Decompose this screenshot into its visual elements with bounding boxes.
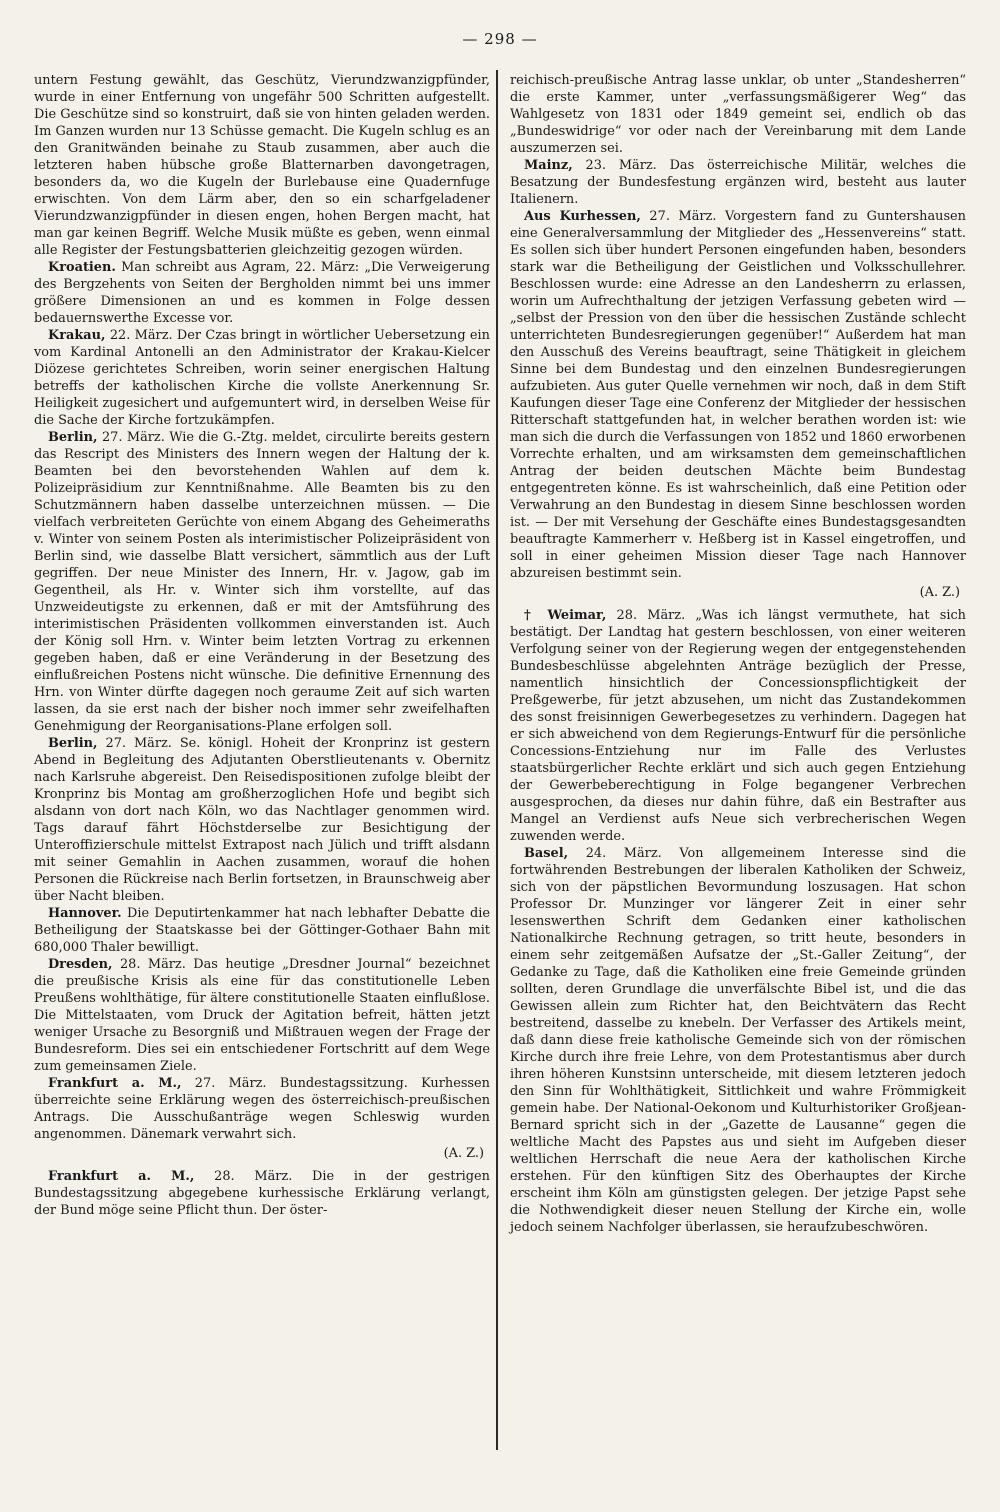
article-dateline: Berlin,	[48, 736, 98, 751]
article-paragraph	[34, 72, 490, 259]
article-dateline: Hannover.	[48, 906, 122, 921]
article-paragraph	[510, 845, 966, 1236]
article-text: 22. März. Der Czas bringt in wörtlicher Uebersetzung ein vom Kardinal Antonelli an den Administrator der Krakau-Kielcer Diözese gerichtetes Schreiben, worin seiner energischen Haltung betreffs der katholischen Kirche die vollste Anerkennung Sr. Heiligkeit zugesichert und aufgemuntert wird, in derselben Weise für die Sache der Kirche fortzukämpfen.	[34, 328, 490, 428]
article-text: 27. März. Se. königl. Hoheit der Kronprinz ist gestern Abend in Begleitung des Adjutanten Oberstlieutenants v. Obernitz nach Karlsruhe abgereist. Den Reisedispositionen zufolge bleibt der Kronprinz bis Montag am großherzoglichen Hofe und begibt sich alsdann von dort nach Köln, wo das Nachtlager genommen wird. Tags darauf fährt Höchstderselbe zur Besichtigung der Unteroffizierschule mittelst Extrapost nach Jülich und trifft alsdann mit seiner Gemahlin in Aachen zusammen, worauf die hohen Personen die Rückreise nach Berlin fortsetzen, in Braunschweig aber über Nacht bleiben.	[34, 736, 490, 904]
article-paragraph	[34, 1075, 490, 1143]
article-paragraph	[34, 327, 490, 429]
article-text: 27. März. Vorgestern fand zu Guntershausen eine Generalversammlung der Mitglieder des „Hessenvereins“ statt. Es sollen sich über hundert Personen eingefunden haben, besonders stark war die Betheiligung der Geistlichen und Volksschullehrer. Beschlossen wurde: eine Adresse an den Landesherrn zu erlassen, worin um Aufrechthaltung der jetzigen Verfassung gebeten wird — „selbst der Pression von den über die hessischen Zustände schlecht unterrichteten Bundesregierungen gegenüber!“ Außerdem hat man den Ausschuß des Vereins beauftragt, seine Thätigkeit in gleichem Sinne bei dem Bundestag und den einzelnen Bundesregierungen aufzubieten. Aus guter Quelle vernehmen wir noch, daß in dem Stift Kaufungen dieser Tage eine Conferenz der Mitglieder der hessischen Ritterschaft stattgefunden hat, in welcher berathen worden ist: wie man sich die durch die Verfassungen von 1852 und 1860 erworbenen Vorrechte erhalten, und am wirksamsten dem gemeinschaftlichen Antrag der beiden deutschen Mächte beim Bundestag entgegentreten könne. Es ist wahrscheinlich, daß eine Petition oder Verwahrung an den Bundestag in diesem Sinne beschlossen worden ist. — Der mit Versehung der Geschäfte eines Bundestagsgesandten beauftragte Kammerherr v. Heßberg ist in Kassel eingetroffen, und soll in einer geheimen Mission dieser Tage nach Hannover abzureisen bestimmt sein.	[510, 209, 966, 581]
article-paragraph	[510, 607, 966, 845]
article-text: Man schreibt aus Agram, 22. März: „Die Verweigerung des Bergzehents von Seiten der Bergholden nimmt bei uns immer größere Dimensionen an und es kommen in Folge dessen bedauernswerthe Excesse vor.	[34, 260, 490, 326]
column-divider	[496, 70, 498, 1450]
article-text: 28. März. „Was ich längst vermuthete, hat sich bestätigt. Der Landtag hat gestern beschlossen, von einer weiteren Verfolgung seiner von der Regierung wegen der entgegenstehenden Bundesbeschlüsse abgelehnten Anträge bezüglich der Presse, namentlich hinsichtlich der Concessionspflichtigkeit der Preßgewerbe, für jetzt abzusehen, um nicht das Zustandekommen des sonst freisinnigen Gewerbegesetzes zu verhindern. Dagegen hat er sich abweichend von dem Regierungs-Entwurf für die persönliche Concessions-Entziehung nur im Falle des Verlustes staatsbürgerlicher Rechte erklärt und sich auch gegen Entziehung der Gewerbeberechtigung in Folge begangener Verbrechen ausgesprochen, da dieses nur dahin führe, daß ein Bestrafter aus Mangel an Verdienst aufs Neue sich verbrecherischen Wegen zuwenden werde.	[510, 608, 966, 844]
article-paragraph	[34, 905, 490, 956]
article-paragraph	[510, 208, 966, 582]
article-text: 27. März. Bundestagssitzung. Kurhessen überreichte seine Erklärung wegen des österreichisch-preußischen Antrags. Die Ausschußanträge wegen Schleswig wurden angenommen. Dänemark verwahrt sich.	[34, 1076, 490, 1142]
article-text: 24. März. Von allgemeinem Interesse sind die fortwährenden Bestrebungen der liberalen Katholiken der Schweiz, sich von der päpstlichen Bevormundung loszusagen. Hat schon Professor Dr. Munzinger vor längerer Zeit in einer sehr lesenswerthen Schrift dem Gedanken einer katholischen Nationalkirche Rechnung getragen, so tritt heute, besonders in einem sehr zeitgemäßen Aufsatze der „St.-Galler Zeitung“, der Gedanke zu Tage, daß die Katholiken eine freie Gemeinde gründen sollten, deren Grundlage die unverfälschte Bibel ist, und die das Gewissen allein zum Richter hat, den Beichtvätern das Recht bestreitend, dasselbe zu knebeln. Der Verfasser des Artikels meint, daß dann diese freie katholische Gemeinde sich von der römischen Kirche durch ihre freie Lehre, von dem Protestantismus aber durch ihren höheren Kunstsinn unterscheide, mit diesem letzteren jedoch den Sinn für Wohlthätigkeit, Sittlichkeit und wahre Frömmigkeit gemein habe. Der National-Oekonom und Kulturhistoriker Großjean-Bernard spricht sich in der „Gazette de Lausanne“ gegen die weltliche Macht des Papstes aus und sieht im Aufgeben dieser weltlichen Herrschaft die neue Aera der katholischen Kirche erstehen. Für den künftigen Sitz des Oberhauptes der Kirche erscheint ihm Köln am günstigsten gelegen. Der jetzige Papst sehe die Nothwendigkeit dieser neuen Stellung der Kirche ein, wolle jedoch seinem Nachfolger überlassen, sie heraufzubeschwören.	[510, 846, 966, 1235]
article-text: 28. März. Die in der gestrigen Bundestagssitzung abgegebene kurhessische Erklärung verlangt, der Bund möge seine Pflicht thun. Der öster-	[34, 1169, 490, 1218]
article-text: 28. März. Das heutige „Dresdner Journal“ bezeichnet die preußische Krisis als eine für das constitutionelle Leben Preußens wohlthätige, für ältere constitutionelle Staaten einflußlose. Die Mittelstaaten, vom Druck der Agitation befreit, hätten jetzt weniger Ursache zu Besorgniß und Mißtrauen wegen der Frage der Bundesreform. Dies sei ein entschiedener Fortschritt auf dem Wege zum gemeinsamen Ziele.	[34, 957, 490, 1074]
article-dateline: Mainz,	[524, 158, 573, 173]
article-dateline: Aus Kurhessen,	[524, 209, 641, 224]
article-dateline: Kroatien.	[48, 260, 116, 275]
article-text: untern Festung gewählt, das Geschütz, Vierundzwanzigpfünder, wurde in einer Entfernung von ungefähr 500 Schritten aufgestellt. Die Geschütze sind so konstruirt, daß sie von hinten geladen werden. Im Ganzen wurden nur 13 Schüsse gemacht. Die Kugeln schlug es an den Granitwänden beinahe zu Staub zusammen, aber auch die letzteren haben hübsche große Blatternarben davongetragen, besonders da, wo die Kugeln der Burlebause eine Quadernfuge erwischten. Von dem Lärm aber, den so ein scharfgeladener Vierundzwanzigpfünder in diesen engen, hohen Bergen macht, hat man gar keinen Begriff. Welche Musik müßte es geben, wenn einmal alle Register der Festungsbatterien gleichzeitig gezogen würden.	[34, 73, 490, 258]
left-column	[34, 72, 490, 1219]
article-text: Die Deputirtenkammer hat nach lebhafter Debatte die Betheiligung der Staatskasse bei der Göttinger-Gothaer Bahn mit 680,000 Thaler bewilligt.	[34, 906, 490, 955]
article-dateline: Krakau,	[48, 328, 106, 343]
article-text: reichisch-preußische Antrag lasse unklar, ob unter „Standesherren“ die erste Kammer, unter „verfassungsmäßigerer Weg“ das Wahlgesetz von 1831 oder 1849 gemeint sei, endlich ob das „Bundeswidrige“ vor oder nach der Vereinbarung mit dem Lande auszumerzen sei.	[510, 73, 966, 156]
article-dateline: Frankfurt a. M.,	[48, 1076, 182, 1091]
article-dateline: Berlin,	[48, 430, 98, 445]
page-number: — 298 —	[462, 30, 538, 48]
right-column	[510, 72, 966, 1236]
article-dateline: † Weimar,	[524, 608, 607, 623]
article-paragraph	[34, 1168, 490, 1219]
article-source: (A. Z.)	[919, 585, 960, 600]
article-paragraph	[34, 956, 490, 1075]
article-text: 27. März. Wie die G.-Ztg. meldet, circulirte bereits gestern das Rescript des Ministers des Innern wegen der Haltung der k. Beamten bei den bevorstehenden Wahlen auf dem k. Polizeipräsidium zur Kenntnißnahme. Alle Beamten bis zu den Schutzmännern haben dasselbe unterzeichnen müssen. — Die vielfach verbreiteten Gerüchte von einem Abgang des Geheimeraths v. Winter von seinem Posten als interimistischer Polizeipräsident von Berlin sind, wie dasselbe Blatt versichert, sämmtlich aus der Luft gegriffen. Der neue Minister des Innern, Hr. v. Jagow, gab im Gegentheil, als Hr. v. Winter sich ihm vorstellte, auf das Unzweideutigste zu erkennen, daß er mit der Amtsführung des interimistischen Präsidenten vollkommen einverstanden ist. Auch der König soll Hrn. v. Winter beim letzten Vortrag zu erkennen gegeben haben, daß er eine Veränderung in der Besetzung des einflußreichen Postens nicht wünsche. Die definitive Ernennung des Hrn. von Winter dürfte dagegen noch geraume Zeit auf sich warten lassen, da sie erst nach der bisher noch immer sehr zweifelhaften Genehmigung der Reorganisations-Plane erfolgen soll.	[34, 430, 490, 734]
article-paragraph	[510, 72, 966, 157]
article-paragraph	[34, 259, 490, 327]
article-source: (A. Z.)	[443, 1146, 484, 1161]
article-paragraph	[510, 157, 966, 208]
article-paragraph	[34, 429, 490, 735]
article-dateline: Dresden,	[48, 957, 113, 972]
article-dateline: Frankfurt a. M.,	[48, 1169, 195, 1184]
article-dateline: Basel,	[524, 846, 569, 861]
article-paragraph	[34, 735, 490, 905]
article-text: 23. März. Das österreichische Militär, welches die Besatzung der Bundesfestung ergänzen wird, besteht aus lauter Italienern.	[510, 158, 966, 207]
